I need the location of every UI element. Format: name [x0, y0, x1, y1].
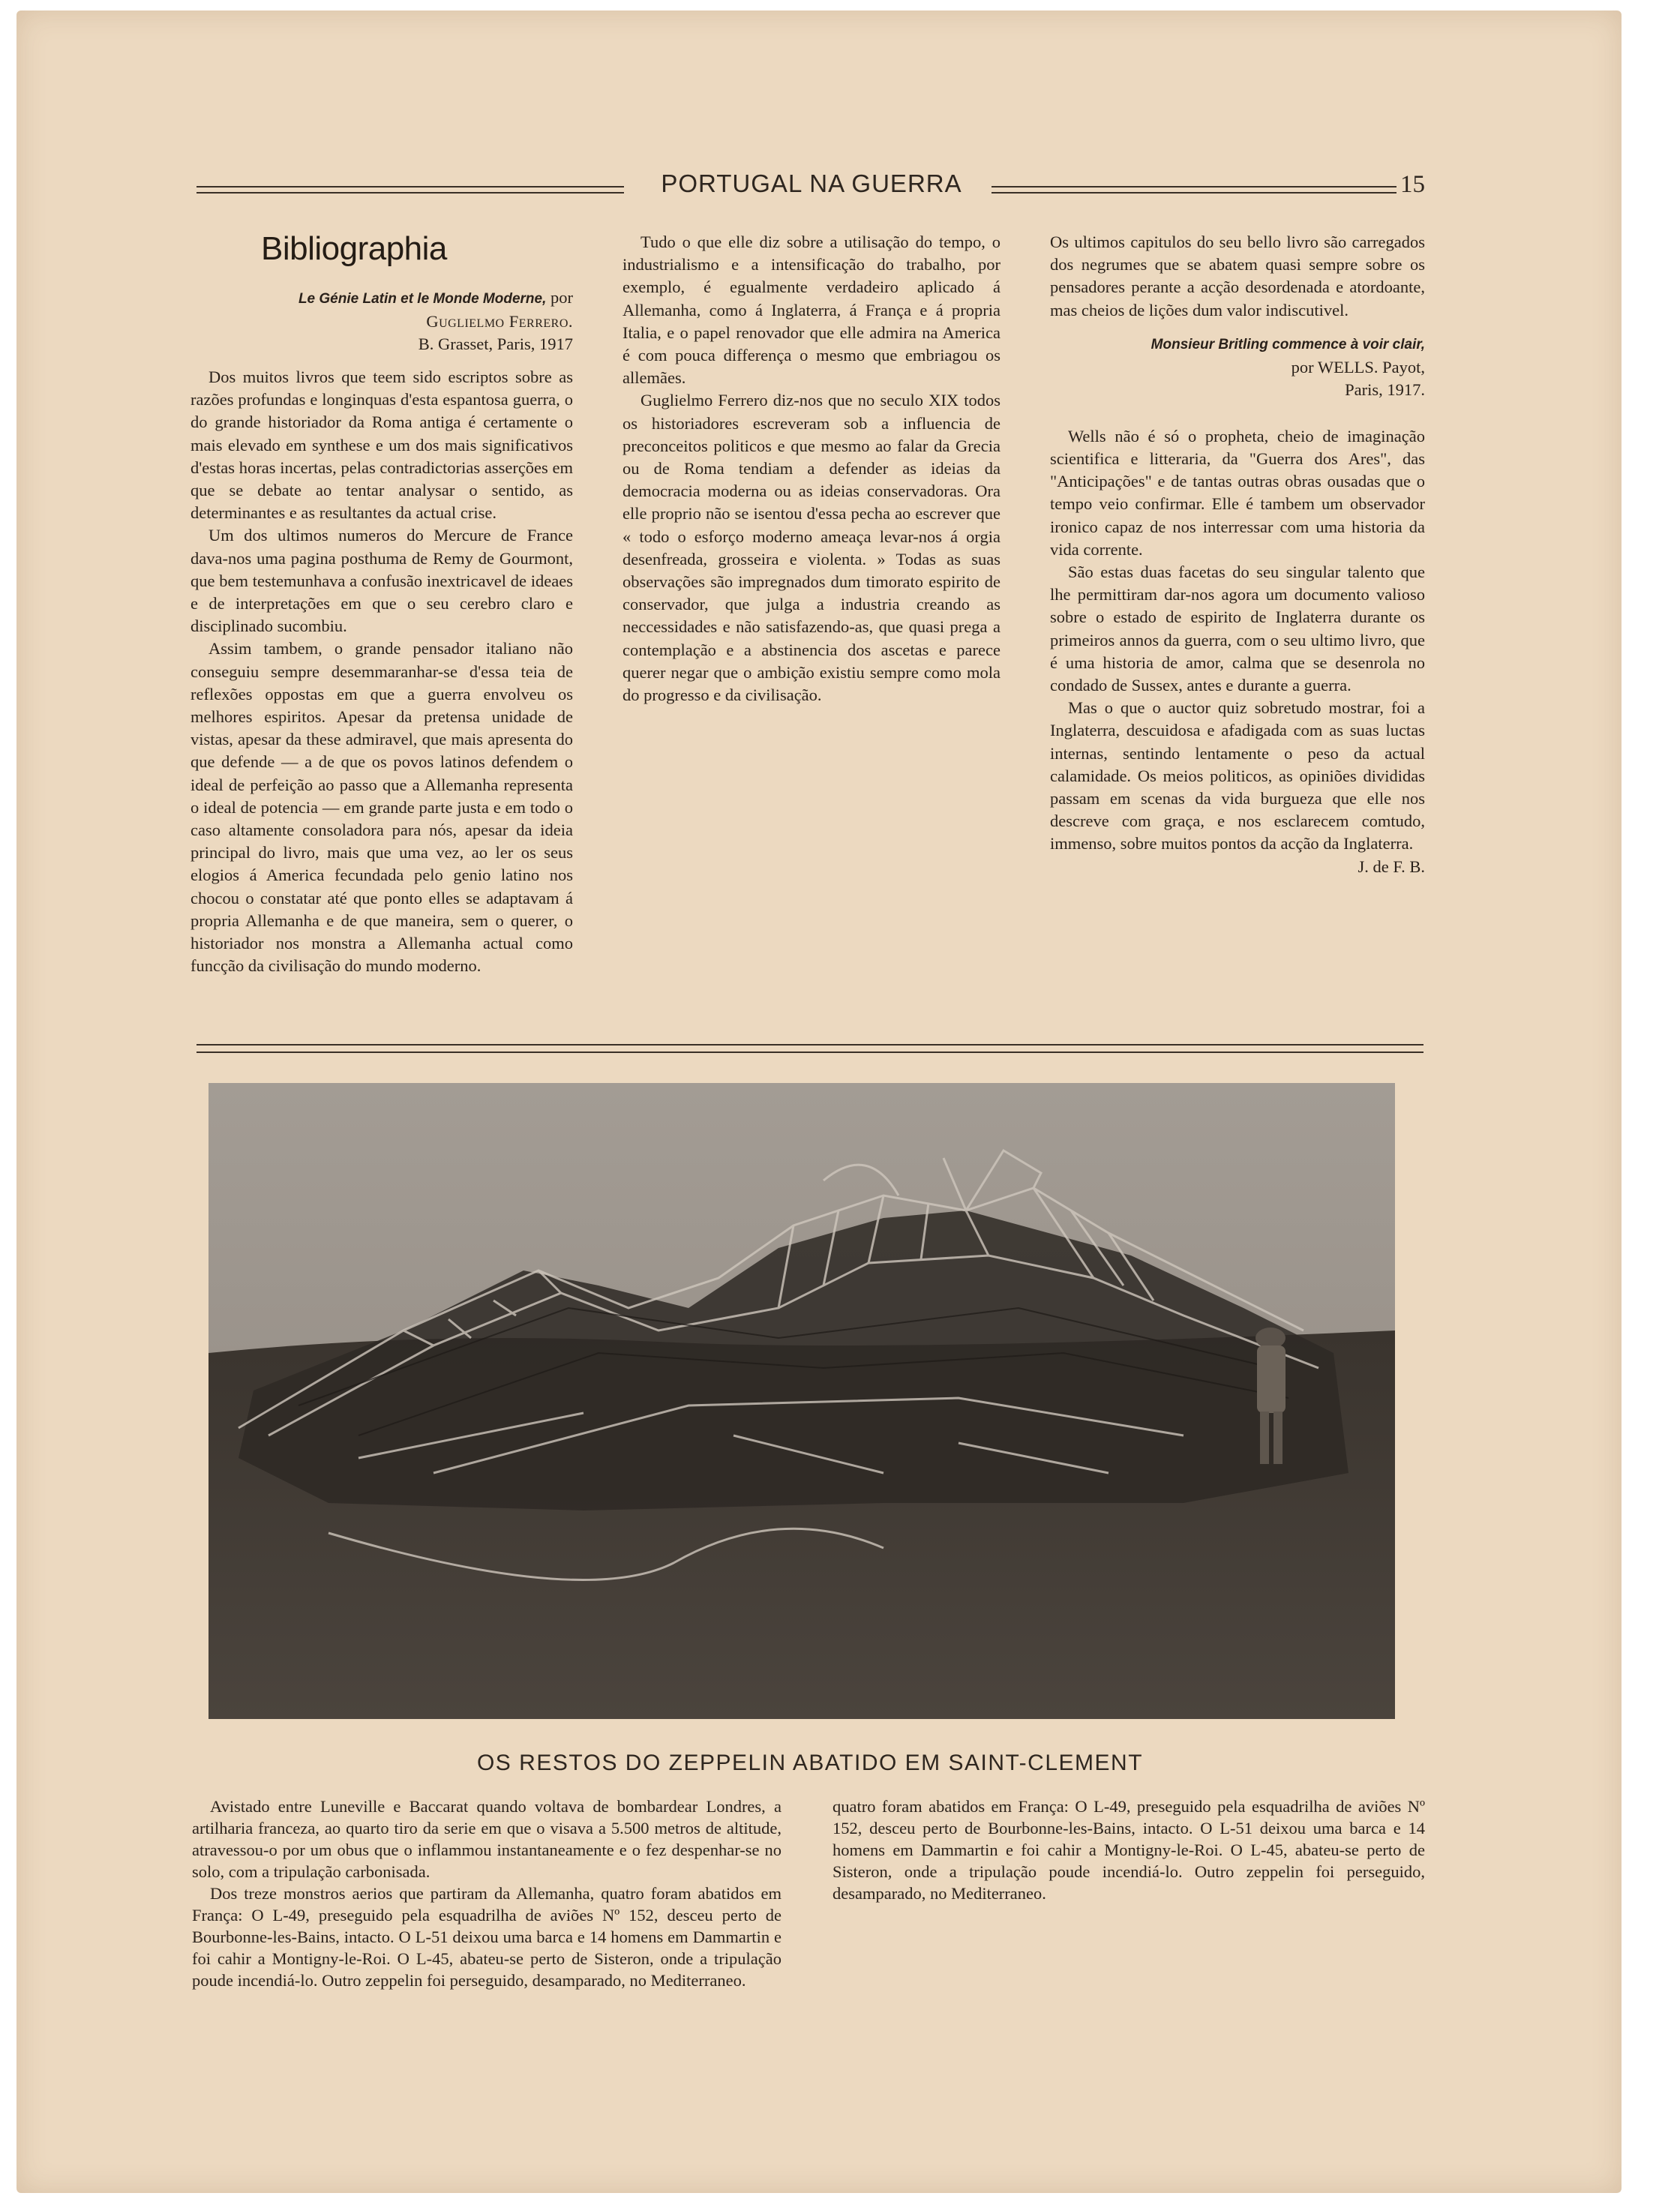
book-author: Guglielmo Ferrero.: [426, 312, 573, 331]
book-place-year: Paris, 1917.: [1345, 380, 1425, 399]
header-rule-left: [196, 186, 624, 194]
paragraph: Avistado entre Luneville e Baccarat quando voltava de bombardear Londres, a artilharia franceza, ao quarto tiro da serie em que o visava a 5.500 metros de altitude, atravessou-o por um obus que o inflammou instantaneamente e o fez despenhar-se no solo, com a tripulação carbonisada.: [192, 1797, 782, 1881]
running-title: PORTUGAL NA GUERRA: [661, 170, 962, 197]
paragraph: Dos muitos livros que teem sido escriptos sobre as razões profundas e longinquas d'esta espantosa guerra, o do grande historiador da Roma antiga é certamente o mais elevado em synthese e um dos mais significativos d'estas horas incertas, pelas contradictorias asserções em que se debate ao tentar analysar o sentido, as determinantes e as resultantes da actual crise.: [190, 368, 573, 523]
book-title: Le Génie Latin et le Monde Moderne,: [298, 291, 547, 307]
paragraph: Tudo o que elle diz sobre a utilisação do tempo, o industrialismo e a intensificação do trabalho, por exemplo, é egualmente verdadeiro aplicado á Allemanha, como á Inglaterra, á França e á propria Italia, e o papel renovador que elle admira na America é com pouca differença o mesmo que embriagou os allemães.: [622, 232, 1000, 388]
article-column-1: [192, 1796, 782, 1990]
paragraph: São estas duas facetas do seu singular talento que lhe permittiram dar-nos agora um documento valioso sobre o estado de espirito de Inglaterra durante os primeiros annos da guerra, com o seu ultimo livro, que é uma historia de amor, calma que se desenrola no condado de Sussex, antes e durante a guerra.: [1050, 562, 1425, 695]
bibliography-column-2: [622, 231, 1000, 706]
section-divider: [196, 1044, 1424, 1053]
book-publisher: B. Grasset, Paris, 1917: [418, 334, 573, 353]
bibliography-column-1: [190, 228, 573, 976]
paragraph: Um dos ultimos numeros do Mercure de France dava-nos uma pagina posthuma de Remy de Gourmont, que bem testemunhava a confusão inextricavel de ideaes e de interpretações em que o seu cerebro claro e disciplinado sucombiu.: [190, 526, 573, 636]
zeppelin-wreck-photo: [208, 1083, 1395, 1719]
newspaper-page: [16, 10, 1622, 2193]
header-rule-right: [992, 186, 1396, 194]
book-reference-ferrero: [190, 286, 573, 356]
book-by: por: [550, 288, 573, 307]
article-column-2: [832, 1796, 1425, 1904]
book-reference-wells: [1050, 332, 1425, 415]
paragraph: Mas o que o auctor quiz sobretudo mostrar, foi a Inglaterra, descuidosa e afadigada com as suas luctas internas, sentindo lentamente o peso da actual calamidade. Os meios politicos, as opiniões divididas passam em scenas da vida burgueza que elle nos descreve com graça, e nos esclarecem comtudo, immenso, sobre muitos pontos da acção da Inglaterra.: [1050, 698, 1425, 854]
book-title: Monsieur Britling commence à voir clair,: [1150, 336, 1425, 352]
page-header: [196, 168, 1425, 206]
paragraph: Os ultimos capitulos do seu bello livro são carregados dos negrumes que se abatem quasi sempre sobre os pensadores perante a acção desordenada e atordoante, mas cheios de lições dum valor indiscutivel.: [1050, 232, 1425, 320]
paragraph: Assim tambem, o grande pensador italiano não conseguiu sempre desemmaranhar-se d'essa teia de reflexões oppostas em que a guerra envolveu os melhores espiritos. Apesar da pretensa unidade de vistas, apesar da these admiravel, que mais apresenta do que defende — a de que os povos latinos defendem o ideal de perfeição ao passo que a Allemanha representa o ideal de potencia — em grande parte justa e em todo o caso altamente consoladora para nós, apesar da ideia principal do livro, mais que uma vez, ao ler os seus elogios á America fecundada pelo genio latino nos chocou o constatar até que ponto elles se adaptavam á propria Allemanha e de que maneira, sem o querer, o historiador nos monstra a Allemanha actual como funcção da civilisação do mundo moderno.: [190, 639, 573, 976]
bibliography-column-3: [1050, 231, 1425, 878]
paragraph-continuation: quatro foram abatidos em França: O L-49, preseguido pela esquadrilha de aviões Nº 152, desceu perto de Bourbonne-les-Bains, intacto. O L-51 deixou uma barca e 14 homens em Dammartin e foi cahir a Montigny-le-Roi. O L-45, abateu-se perto de Sisteron, onde a tripulação poude incendiá-lo. Outro zeppelin foi perseguido, desamparado, no Mediterraneo.: [832, 1797, 1425, 1903]
paragraph: Wells não é só o propheta, cheio de imaginação scientifica e litteraria, da "Guerra dos Ares", das "Anticipações" e de tantas outras obras ousadas que o tempo veio confirmar. Elle é tambem um observador ironico capaz de nos interressar com uma historia da vida corrente.: [1050, 426, 1425, 559]
section-title: Bibliographia: [261, 230, 447, 267]
photo-caption: OS RESTOS DO ZEPPELIN ABATIDO EM SAINT-CLEMENT: [476, 1750, 1144, 1775]
paragraph: Guglielmo Ferrero diz-nos que no seculo XIX todos os historiadores escreveram sob a influencia de preconceitos politicos e que mesmo ao falar da Grecia ou de Roma tendiam a defender as ideias da democracia moderna ou as ideias conservadoras. Ora elle proprio não se isentou d'essa pecha ao escrever que « todo o esforço moderno ameaça levar-nos á orgia desenfreada, grosseira e violenta. » Todas as suas observações são impregnados dum timorato espirito de conservador, que julga a industria creando as neccessidades e não satisfazendo-as, que quasi prega a contemplação e a abstinencia dos ascetas e parece querer negar que o ambição existiu sempre como mola do progresso e da civilisação.: [622, 391, 1000, 705]
book-author: por WELLS. Payot,: [1291, 357, 1425, 376]
author-signature: J. de F. B.: [1358, 856, 1425, 876]
paragraph: [192, 1882, 782, 1990]
page-number: 15: [1400, 171, 1425, 198]
zeppelin-wreck-illustration: [208, 1083, 1395, 1719]
paragraph-opening: Dos treze monstros aerios que partiram da Allemanha, quatro foram abatidos em França: O L-49, preseguido pela esquadrilha de aviões Nº 152, desceu perto de Bourbonne-les-Bains, intacto. O L-51 deixou uma barca e 14 homens em Dammartin e foi cahir a Montigny-le-Roi. O L-45, abateu-se perto de Sisteron, onde a tripulação poude incendiá-lo. Outro zeppelin foi perseguido, desamparado, no Mediterraneo.: [192, 1884, 782, 1990]
